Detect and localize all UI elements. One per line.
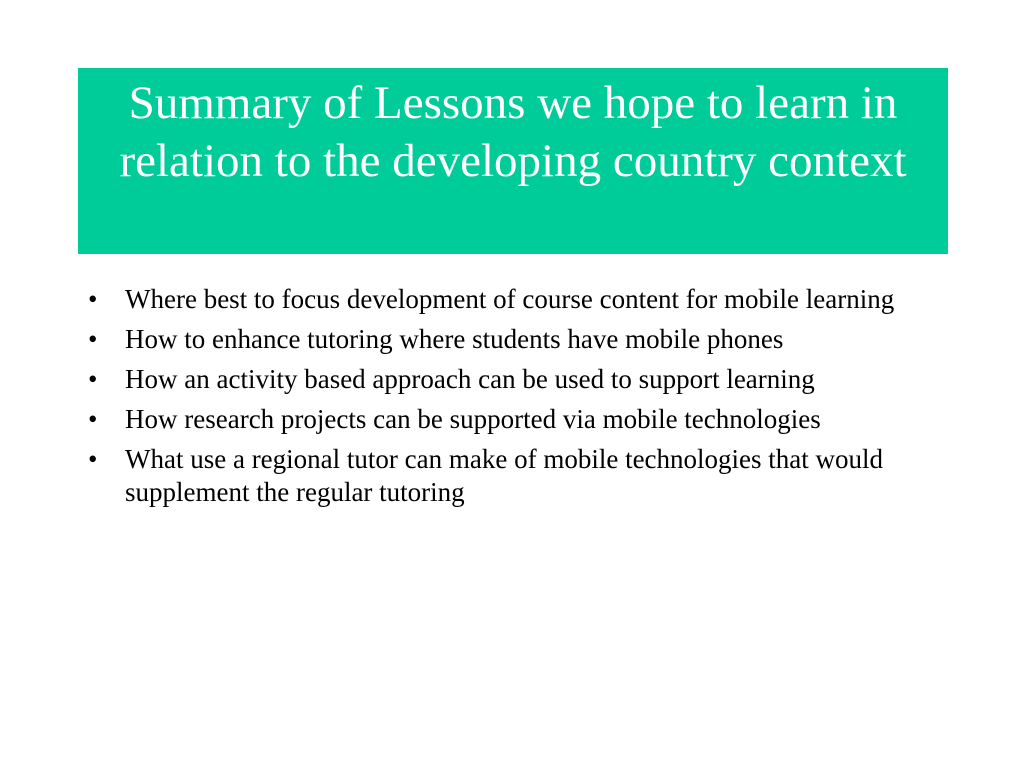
bullet-text: Where best to focus development of course content for mobile learning — [125, 284, 895, 314]
slide-title: Summary of Lessons we hope to learn in relation to the developing country context — [119, 77, 907, 187]
title-banner — [78, 68, 948, 254]
bullet-item — [88, 363, 948, 396]
bullet-icon: • — [88, 404, 98, 434]
bullet-text: What use a regional tutor can make of mobile technologies that would supplement the regular tutoring — [125, 444, 884, 507]
bullet-icon: • — [88, 444, 98, 474]
bullet-icon: • — [88, 324, 98, 354]
bullet-text: How research projects can be supported via mobile technologies — [125, 404, 821, 434]
bullet-list — [88, 283, 948, 516]
bullet-icon: • — [88, 364, 98, 394]
bullet-icon: • — [88, 284, 98, 314]
bullet-item — [88, 283, 948, 316]
bullet-text: How to enhance tutoring where students have mobile phones — [125, 324, 784, 354]
bullet-item — [88, 323, 948, 356]
bullet-text: How an activity based approach can be used to support learning — [125, 364, 815, 394]
bullet-item — [88, 443, 948, 509]
bullet-item — [88, 403, 948, 436]
